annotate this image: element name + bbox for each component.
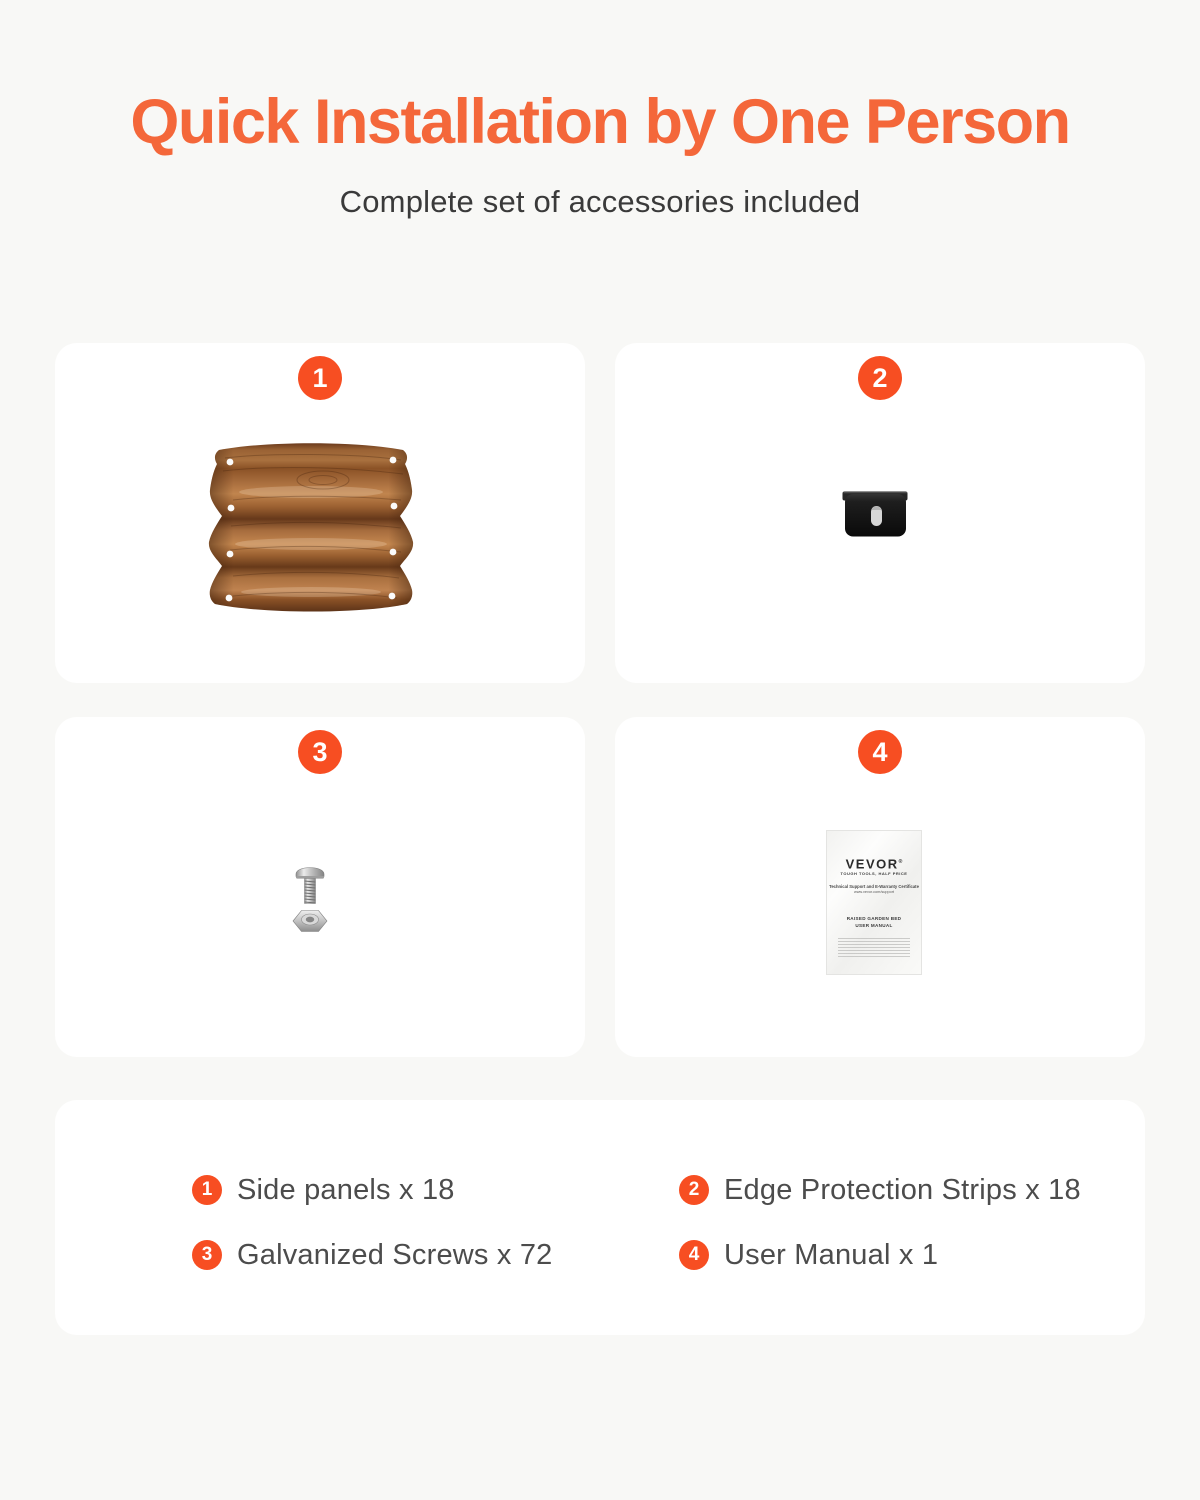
legend-item-user-manual — [679, 1240, 938, 1270]
manual-tagline: TOUGH TOOLS, HALF PRICE — [840, 871, 908, 877]
item-2-number-badge: 2 — [858, 356, 902, 400]
legend-card — [55, 1100, 1145, 1335]
legend-item-side-panels — [192, 1175, 455, 1205]
legend-label: User Manual x 1 — [724, 1238, 939, 1271]
legend-label: Edge Protection Strips x 18 — [724, 1173, 1081, 1206]
item-1-number-badge: 1 — [298, 356, 342, 400]
legend-4-number-badge: 4 — [679, 1240, 709, 1270]
card-edge-protection-strip — [615, 343, 1145, 683]
legend-2-number-badge: 2 — [679, 1175, 709, 1205]
item-4-number-badge: 4 — [858, 730, 902, 774]
item-3-number-badge: 3 — [298, 730, 342, 774]
page-subtitle: Complete set of accessories included — [339, 184, 861, 219]
manual-brand-logo: VEVOR® — [845, 856, 903, 872]
card-user-manual — [615, 717, 1145, 1057]
edge-protection-strip-image — [842, 490, 908, 537]
legend-label: Side panels x 18 — [237, 1173, 455, 1206]
manual-fine-print — [838, 938, 910, 959]
page-title: Quick Installation by One Person — [130, 87, 1070, 157]
card-galvanized-screw — [55, 717, 585, 1057]
legend-item-edge-protection-strips — [679, 1175, 1081, 1205]
legend-1-number-badge: 1 — [192, 1175, 222, 1205]
manual-support-line1: Technical Support and E-Warranty Certificate — [829, 884, 919, 890]
manual-support-line2: www.vevor.com/support — [853, 890, 895, 895]
manual-doc-title: RAISED GARDEN BED USER MANUAL — [846, 916, 902, 929]
side-panel-image — [205, 438, 417, 612]
legend-3-number-badge: 3 — [192, 1240, 222, 1270]
legend-label: Galvanized Screws x 72 — [237, 1238, 553, 1271]
galvanized-screw-image — [289, 863, 331, 935]
legend-item-galvanized-screws — [192, 1240, 553, 1270]
card-side-panel — [55, 343, 585, 683]
user-manual-image — [826, 830, 922, 975]
